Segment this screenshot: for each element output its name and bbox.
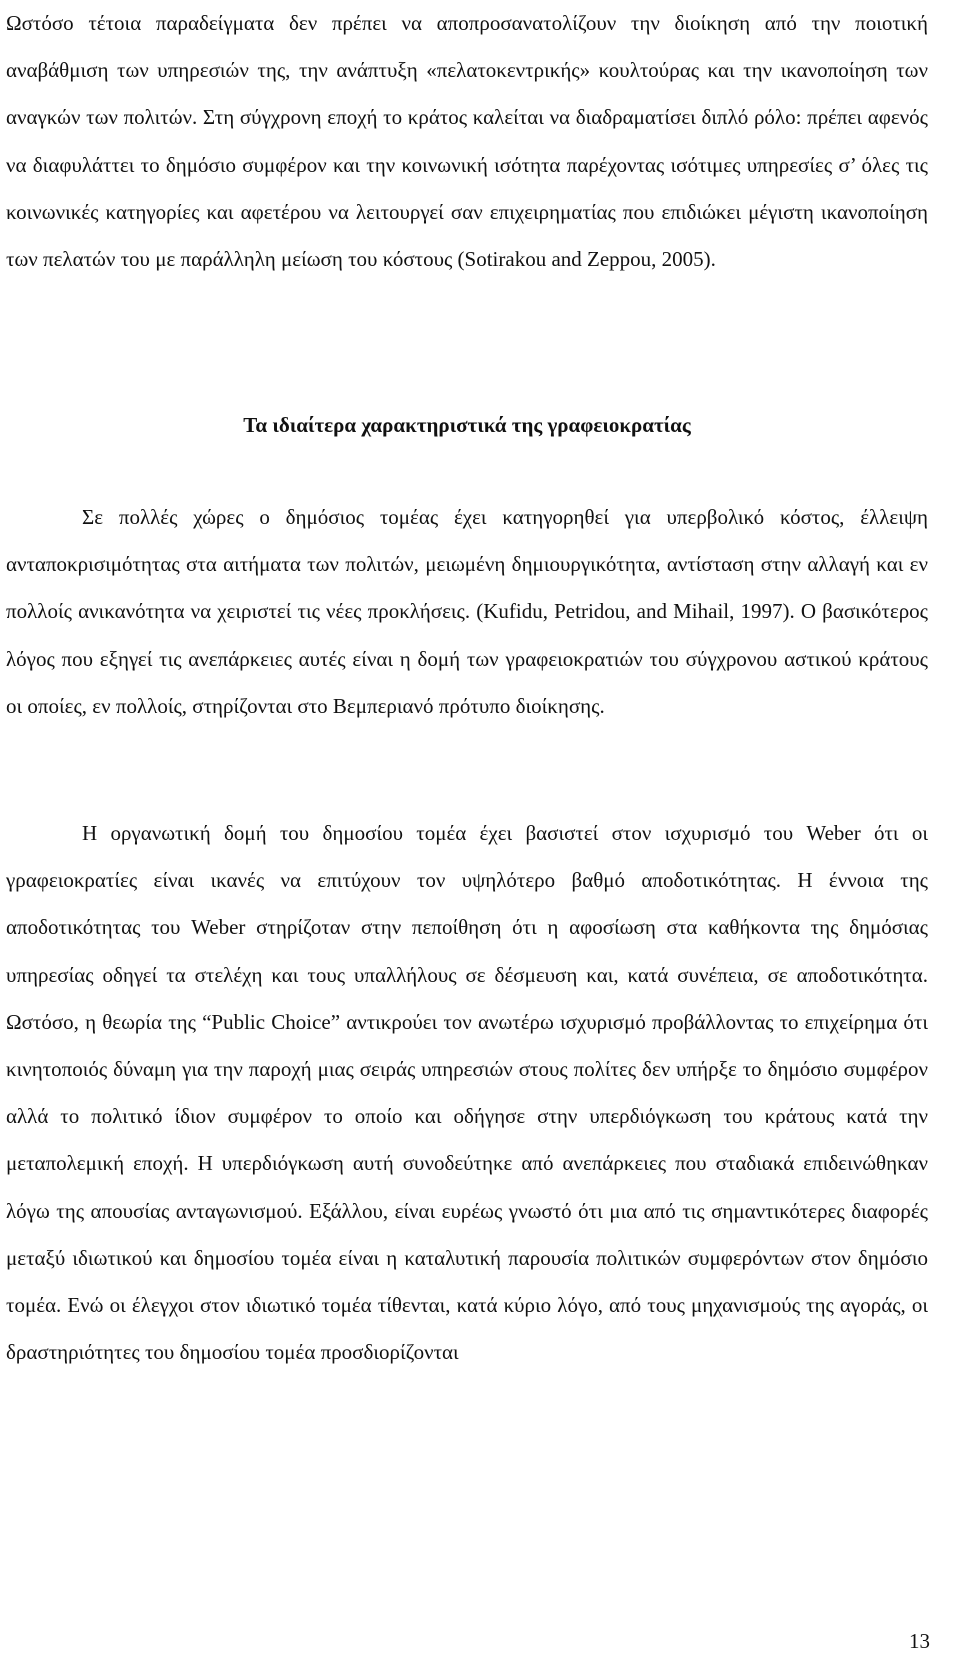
paragraph-public-administration-roles: Ωστόσο τέτοια παραδείγματα δεν πρέπει να αποπροσανατολίζουν την διοίκηση από την ποιοτική αναβάθμιση των υπηρεσιών της, την ανάπτυξη «πελατοκεντρικής» κουλτούρας και την ικανοποίηση των αναγκών των πολιτών. Στη σύγχρονη εποχή το κράτος καλείται να διαδραματίσει διπλό ρόλο: πρέπει αφενός να διαφυλάττει το δημόσιο συμφέρον και την κοινωνική ισότητα παρέχοντας ισότιμες υπηρεσίες σ’ όλες τις κοινωνικές κατηγορίες και αφετέρου να λειτουργεί σαν επιχειρηματίας που επιδιώκει μέγιστη ικανοποίηση των πελατών του με παράλληλη μείωση του κόστους (Sotirakou and Zeppou, 2005). [6,11,928,272]
paragraph-public-sector-criticism: Σε πολλές χώρες ο δημόσιος τομέας έχει κατηγορηθεί για υπερβολικό κόστος, έλλειψη ανταποκρισιμότητας στα αιτήματα των πολιτών, μειωμένη δημιουργικότητα, αντίσταση στην αλλαγή και εν πολλοίς ανικανότητα να χειριστεί τις νέες προκλήσεις. (Kufidu, Petridou, and Mihail, 1997). Ο βασικότερος λόγος που εξηγεί τις ανεπάρκειες αυτές είναι η δομή των γραφειοκρατιών του σύγχρονου αστικού κράτους οι οποίες, εν πολλοίς, στηρίζονται στο Βεμπεριανό πρότυπο διοίκησης. [6,505,928,718]
paragraph-weber-bureaucracy: Η οργανωτική δομή του δημοσίου τομέα έχει βασιστεί στον ισχυρισμό του Weber ότι οι γραφειοκρατίες είναι ικανές να επιτύχουν τον υψηλότερο βαθμό αποδοτικότητας. Η έννοια της αποδοτικότητας του Weber στηρίζοταν στην πεποίθηση ότι η αφοσίωση στα καθήκοντα της δημόσιας υπηρεσίας οδηγεί τα στελέχη και τους υπαλλήλους σε δέσμευση και, κατά συνέπεια, σε αποδοτικότητα. Ωστόσο, η θεωρία της “Public Choice” αντικρούει τον ανωτέρω ισχυρισμό προβάλλοντας το επιχείρημα ότι κινητοποιός δύναμη για την παροχή μιας σειράς υπηρεσιών στους πολίτες δεν υπήρξε το δημόσιο συμφέρον αλλά το πολιτικό ίδιον συμφέρον το οποίο και οδήγησε στην υπερδιόγκωση του κράτους κατά την μεταπολεμική εποχή. Η υπερδιόγκωση αυτή συνοδεύτηκε από ανεπάρκειες που σταδιακά επιδεινώθηκαν λόγω της απουσίας ανταγωνισμού. Εξάλλου, είναι ευρέως γνωστό ότι μια από τις σημαντικότερες διαφορές μεταξύ ιδιωτικού και δημοσίου τομέα είναι η καταλυτική παρουσία πολιτικών συμφερόντων στον δημόσιο τομέα. Ενώ οι έλεγχοι στον ιδιωτικό τομέα τίθενται, κατά κύριο λόγο, από τους μηχανισμούς της αγοράς, οι δραστηριότητες του δημοσίου τομέα προσδιορίζονται [6,821,928,1365]
page-number: 13 [909,1629,930,1653]
section-heading: Τα ιδιαίτερα χαρακτηριστικά της γραφειοκρατίας [243,413,691,437]
